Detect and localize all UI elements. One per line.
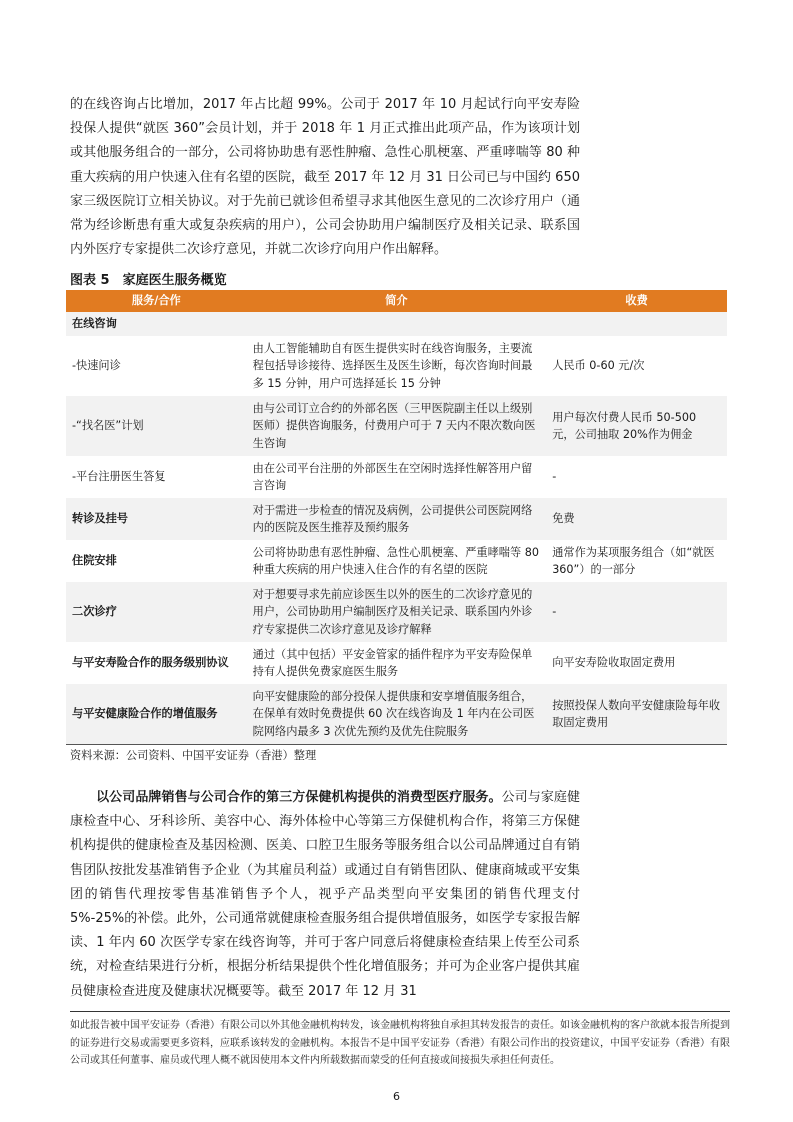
description-cell: 由在公司平台注册的外部医生在空闲时选择性解答用户留言咨询 [252,461,533,492]
fee-cell: 按照投保人数向平安健康险每年收取固定费用 [546,684,727,745]
page-number: 6 [393,1090,400,1103]
service-cell: 与平安寿险合作的服务级别协议 [72,656,229,670]
fee-cell: 人民币 0-60 元/次 [552,359,645,373]
section-online-consult: 在线咨询 [66,312,247,336]
description-cell: 由人工智能辅助自有医生提供实时在线咨询服务，主要流程包括导诊接待、选择医生及医生诊断，每次咨询时间最多 15 分钟，用户可选择延长 15 分钟 [252,341,533,390]
table-row [66,642,727,684]
service-cell: 二次诊疗 [66,582,247,642]
paragraph-lead: 以公司品牌销售与公司合作的第三方保健机构提供的消费型医疗服务。 [96,790,502,805]
service-cell: 与平安健康险合作的增值服务 [66,684,247,745]
service-cell: 转诊及挂号 [66,498,247,540]
fee-cell: 免费 [546,498,727,540]
figure-title: 图表 5 家庭医生服务概览 [70,273,227,288]
table-row [66,456,727,498]
fee-cell: 通常作为某项服务组合（如“就医 360”）的一部分 [552,545,715,576]
description-cell: 由与公司订立合约的外部名医（三甲医院副主任以上级别医师）提供咨询服务，付费用户可于 7 天内不限次数向医生咨询 [247,396,547,456]
fee-cell: - [546,582,727,642]
table-section-row [66,312,727,336]
header-fee: 收费 [546,290,727,312]
description-cell: 通过（其中包括）平安金管家的插件程序为平安寿险保单持有人提供免费家庭医生服务 [252,647,533,678]
table-row [66,498,727,540]
footer-divider [70,1011,730,1012]
table-row [66,396,727,456]
service-cell: -快速问诊 [72,359,121,373]
service-cell: -“找名医”计划 [66,396,247,456]
service-cell: -平台注册医生答复 [72,470,166,484]
description-cell: 对于需进一步检查的情况及病例，公司提供公司医院网络内的医院及医生推荐及预约服务 [247,498,547,540]
description-cell: 对于想要寻求先前应诊医生以外的医生的二次诊疗意见的用户，公司协助用户编制医疗及相关记录、联系国内外诊疗专家提供二次诊疗意见及诊疗解释 [247,582,547,642]
table-header-row [66,290,727,312]
table-source-note: 资料来源：公司资料、中国平安证券（香港）整理 [70,749,317,762]
intro-paragraph: 的在线咨询占比增加，2017 年占比超 99%。公司于 2017 年 10 月起试行向平安寿险投保人提供“就医 360”会员计划，并于 2018 年 1 月正式推出此项产品，作为该项计划或其他服务组合的一部分，公司将协助患有恶性肿瘤、急性心肌梗塞、严重哮喘等 80 种重大疾病的用户快速入住有名望的医院，截至 2017 年 12 月 31 日公司已与中国约 650 家三级医院订立相关协议。对于先前已就诊但希望寻求其他医生意见的二次诊疗用户（通常为经诊断患有重大或复杂疾病的用户），公司会协助用户编制医疗及相关记录、联系国内外医疗专家提供二次诊疗意见，并就二次诊疗向用户作出解释。 [70,97,580,258]
service-cell: 住院安排 [72,554,117,568]
body-paragraph [70,786,580,1004]
fee-cell: - [552,470,557,484]
fee-cell: 向平安寿险收取固定费用 [552,656,676,670]
description-cell: 向平安健康险的部分投保人提供康和安享增值服务组合，在保单有效时免费提供 60 次在线咨询及 1 年内在公司医院网络内最多 3 次优先预约及优先住院服务 [247,684,547,745]
table-row [66,684,727,745]
table-row [66,582,727,642]
table-row [66,336,727,396]
description-cell: 公司将协助患有恶性肿瘤、急性心肌梗塞、严重哮喘等 80 种重大疾病的用户快速入住合作的有名望的医院 [252,545,539,576]
header-service: 服务/合作 [66,290,247,312]
service-overview-table [66,290,727,745]
header-description: 简介 [247,290,547,312]
table-row [66,540,727,582]
paragraph-text: 公司与家庭健康检查中心、牙科诊所、美容中心、海外体检中心等第三方保健机构合作，将第三方保健机构提供的健康检查及基因检测、医美、口腔卫生服务等服务组合以公司品牌通过自有销售团队按批发基准销售予企业（为其雇员利益）或通过自有销售团队、健康商城或平安集团的销售代理按零售基准销售予个人，视乎产品类型向平安集团的销售代理支付 5%-25%的补偿。此外，公司通常就健康检查服务组合提供增值服务，如医学专家报告解读、1 年内 60 次医学专家在线咨询等，并可于客户同意后将健康检查结果上传至公司系统，对检查结果进行分析，根据分析结果提供个性化增值服务；并可为企业客户提供其雇员健康检查进度及健康状况概要等。截至 2017 年 12 月 31 [70,790,580,999]
fee-cell: 用户每次付费人民币 50-500 元，公司抽取 20%作为佣金 [546,396,727,456]
disclaimer-text: 如此报告被中国平安证券（香港）有限公司以外其他金融机构转发，该金融机构将独自承担其转发报告的责任。如该金融机构的客户欲就本报告所提到的证券进行交易或需要更多资料，应联系该转发的金融机构。本报告不是中国平安证券（香港）有限公司作出的投资建议，中国平安证券（香港）有限公司或其任何董事、雇员或代理人概不就因使用本文件内所载数据而蒙受的任何直接或间接损失承担任何责任。 [70,1020,730,1066]
